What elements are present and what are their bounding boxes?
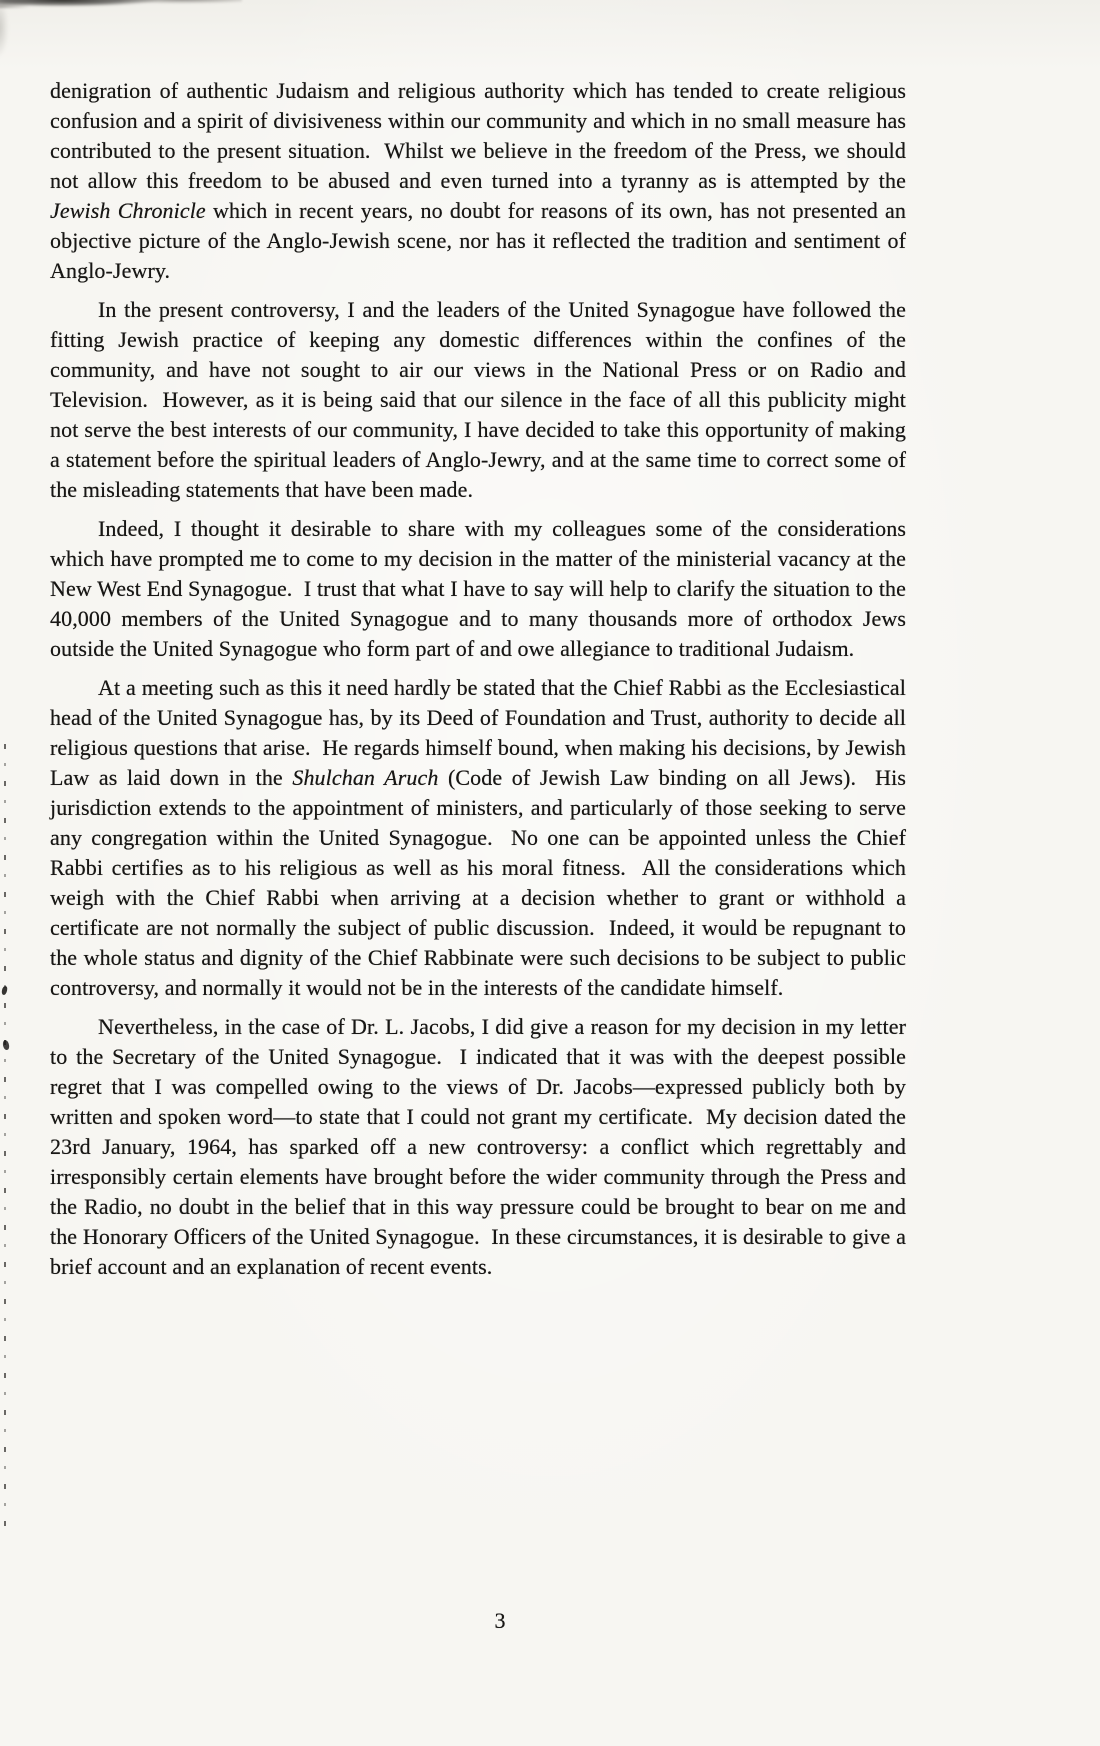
text-run: which in recent years, no doubt for reasons of its own, has not presented an objective picture of the Anglo-Jewish scene, nor has it reflected the tradition and sentiment of Anglo-Jewry. [50,198,912,283]
text-run: Nevertheless, in the case of Dr. L. Jacobs, I did give a reason for my decision in my letter to the Secretary of the United Synagogue. I indicated that it was with the deepest possible regret that I was compelled owing to the views of Dr. Jacobs—expressed publicly both by written and spoken word—to state that I could not grant my certificate. My decision dated the 23rd January, 1964, has sparked off a new controversy: a conflict which regrettably and irresponsibly certain elements have brought before the wider community through the Press and the Radio, no doubt in the belief that in this way pressure could be brought to bear on me and the Honorary Officers of the United Synagogue. In these circumstances, it is desirable to give a brief account and an explanation of recent events. [50,1014,912,1279]
italic-text-run: Jewish Chronicle [50,198,206,223]
scan-smudge-top [0,0,242,8]
paragraph-4 [50,673,912,1003]
paragraph-5 [50,1012,912,1282]
scan-edge-dashes [4,744,6,1526]
paragraph-2 [50,295,912,505]
text-block [50,76,912,1282]
page-number: 3 [494,1608,506,1633]
paragraph-1 [50,76,912,286]
text-run: At a meeting such as this it need hardly be stated that the Chief Rabbi as the Ecclesiastical head of the United Synagogue has, by its Deed of Foundation and Trust, authority to decide all religious questions that arise. He regards himself bound, when making his decisions, by Jewish Law as laid down in the [50,675,912,790]
text-run: denigration of authentic Judaism and religious authority which has tended to create religious confusion and a spirit of divisiveness within our community and which in no small measure has contributed to the present situation. Whilst we believe in the freedom of the Press, we should not allow this freedom to be abused and even turned into a tyranny as is attempted by the [50,78,912,193]
text-run: (Code of Jewish Law binding on all Jews). His jurisdiction extends to the appointment of ministers, and particularly of those seeking to serve any congregation within the United Synagogue. No one can be appointed unless the Chief Rabbi certifies as to his religious as well as his moral fitness. All the considerations which weigh with the Chief Rabbi when arriving at a decision whether to grant or withhold a certificate are not normally the subject of public discussion. Indeed, it would be repugnant to the whole status and dignity of the Chief Rabbinate were such decisions to be subject to public controversy, and normally it would not be in the interests of the candidate himself. [50,765,912,1000]
scan-smudge-wisp [0,8,22,78]
scan-edge-fleck [1,986,8,996]
text-run: Indeed, I thought it desirable to share with my colleagues some of the considerations which have prompted me to come to my decision in the matter of the ministerial vacancy at the New West End Synagogue. I trust that what I have to say will help to clarify the situation to the 40,000 members of the United Synagogue and to many thousands more of orthodox Jews outside the United Synagogue who form part of and owe allegiance to traditional Judaism. [50,516,912,661]
paragraph-3 [50,514,912,664]
scan-edge-fleck [2,1040,9,1051]
italic-text-run: Shulchan Aruch [292,765,439,790]
text-run: In the present controversy, I and the leaders of the United Synagogue have followed the fitting Jewish practice of keeping any domestic differences within the confines of the community, and have not sought to air our views in the National Press or on Radio and Television. However, as it is being said that our silence in the face of all this publicity might not serve the best interests of our community, I have decided to take this opportunity of making a statement before the spiritual leaders of Anglo-Jewry, and at the same time to correct some of the misleading statements that have been made. [50,297,912,502]
